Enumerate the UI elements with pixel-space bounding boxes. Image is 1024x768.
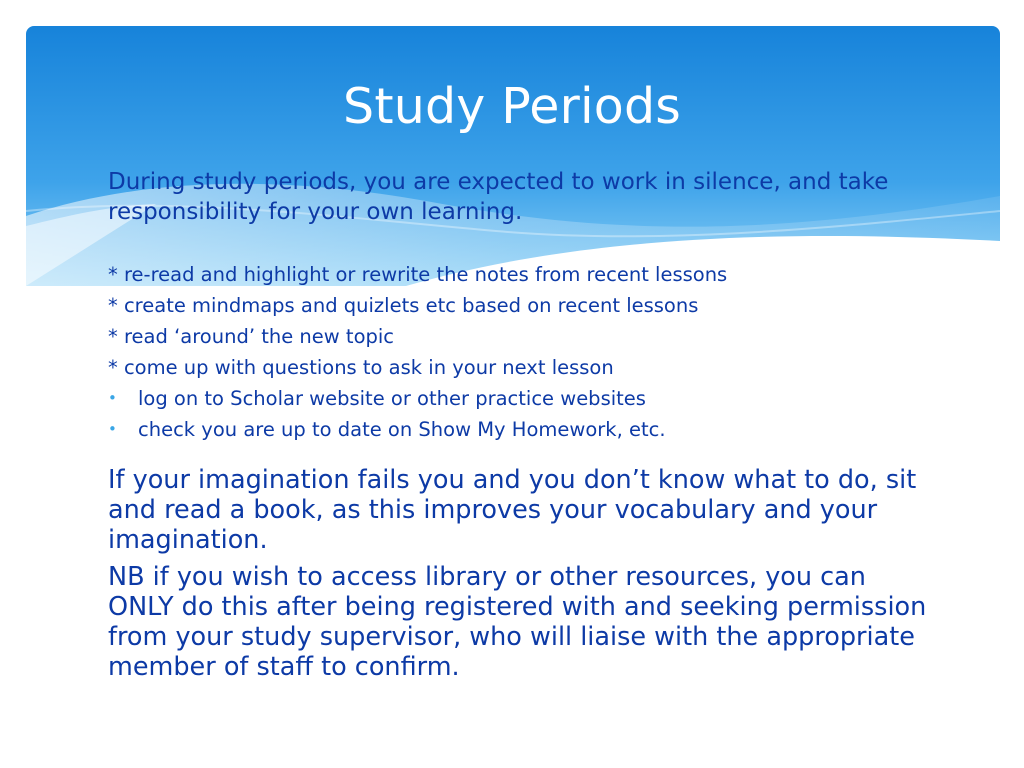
list-item-text: create mindmaps and quizlets etc based on recent lessons xyxy=(123,294,699,317)
list-item xyxy=(108,383,928,414)
task-list xyxy=(108,259,928,445)
list-item xyxy=(108,321,928,352)
intro-paragraph: During study periods, you are expected to work in silence, and take responsibility for your own learning. xyxy=(108,169,889,225)
list-item-text: read ‘around’ the new topic xyxy=(123,325,395,348)
asterisk-marker: * xyxy=(108,263,118,286)
asterisk-marker: * xyxy=(108,356,118,379)
list-item xyxy=(108,414,928,445)
list-item xyxy=(108,290,928,321)
list-item-text: re-read and highlight or rewrite the notes from recent lessons xyxy=(123,263,728,286)
imagination-paragraph: If your imagination fails you and you don’t know what to do, sit and read a book, as this improves your vocabulary and your imagination. xyxy=(108,465,917,555)
slide-title: Study Periods xyxy=(343,78,681,135)
bullet-dot-icon: • xyxy=(108,420,117,438)
slide-body xyxy=(108,167,928,689)
list-item-text: check you are up to date on Show My Homework, etc. xyxy=(138,418,666,441)
list-item-text: come up with questions to ask in your next lesson xyxy=(123,356,614,379)
list-item xyxy=(108,259,928,290)
spacer xyxy=(108,227,928,259)
asterisk-marker: * xyxy=(108,294,118,317)
list-item-text: log on to Scholar website or other practice websites xyxy=(138,387,646,410)
closing-section xyxy=(108,465,928,682)
asterisk-marker: * xyxy=(108,325,118,348)
bullet-dot-icon: • xyxy=(108,389,117,407)
list-item xyxy=(108,352,928,383)
library-note-paragraph: NB if you wish to access library or other resources, you can ONLY do this after being registered with and seeking permission from your study supervisor, who will liaise with the appropriate member of staff to confirm. xyxy=(108,562,927,682)
